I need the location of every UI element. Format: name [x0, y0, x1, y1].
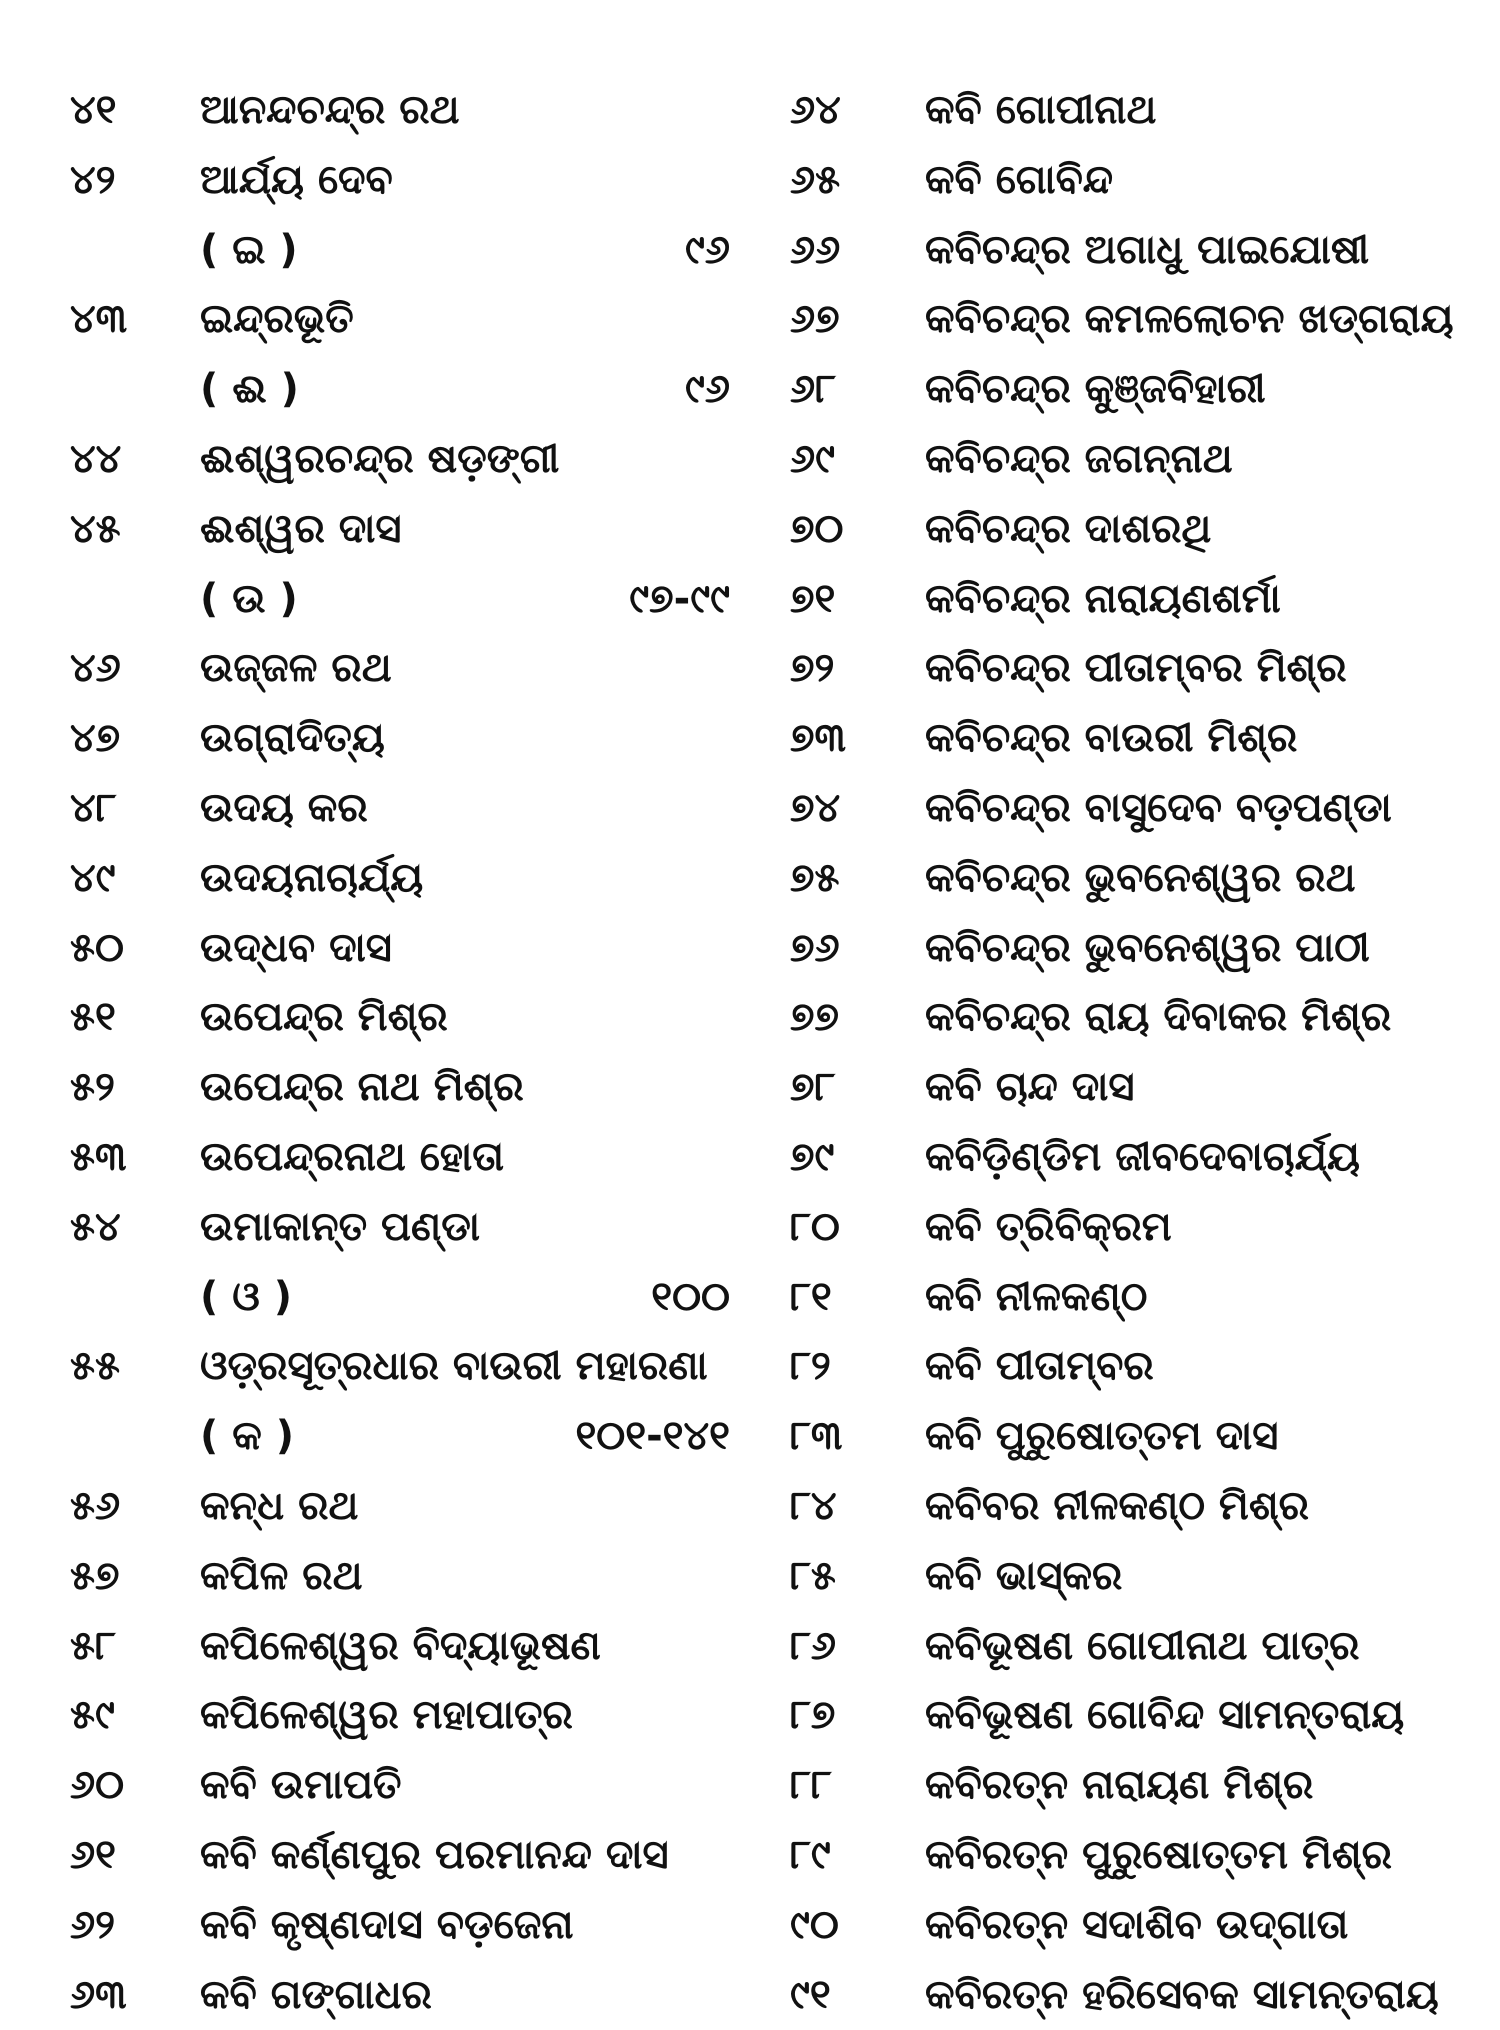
- entry-number: ୮୦: [790, 1203, 840, 1250]
- entry-number: ୫୮: [70, 1622, 116, 1669]
- entry-name: ଈଶ୍ୱରଚନ୍ଦ୍ର ଷଡ଼ଙ୍ଗୀ: [200, 435, 560, 482]
- entry-number: ୮୧: [790, 1273, 832, 1320]
- entry-name: କବିଚନ୍ଦ୍ର ବାଉରୀ ମିଶ୍ର: [925, 715, 1298, 762]
- entry-number: ୬୮: [790, 366, 836, 413]
- entry-number: ୬୦: [70, 1762, 125, 1809]
- entry-name: କବି କର୍ଣ୍ଣପୁର ପରମାନନ୍ଦ ଦାସ: [200, 1831, 669, 1878]
- entry-name: କବିଚନ୍ଦ୍ର ଅଗାଧୁ ପାଇଯୋଷୀ: [925, 226, 1370, 273]
- index-entry: [790, 774, 1490, 844]
- entry-number: ୫୨: [70, 1064, 115, 1111]
- entry-name: ଉମାକାନ୍ତ ପଣ୍ଡା: [200, 1203, 480, 1250]
- entry-number: ୬୯: [790, 435, 835, 482]
- entry-name: କବିଚନ୍ଦ୍ର ଦାଶରଥି: [925, 505, 1212, 552]
- entry-name: କବିଡ଼ିଣ୍ଡିମ ଜୀବଦେବାଚାର୍ଯ୍ୟ: [925, 1133, 1361, 1180]
- entry-name: ଈଶ୍ୱର ଦାସ: [200, 505, 402, 552]
- entry-number: ୪୭: [70, 715, 121, 762]
- entry-name: କବିଚନ୍ଦ୍ର ପୀତାମ୍ବର ମିଶ୍ର: [925, 645, 1347, 692]
- entry-number: ୭୯: [790, 1133, 835, 1180]
- index-entry: [790, 914, 1490, 984]
- entry-number: ୪୯: [70, 854, 116, 901]
- entry-number: ୮୨: [790, 1343, 831, 1390]
- entry-number: ୬୧: [70, 1831, 116, 1878]
- entry-name: ଆନନ୍ଦଚନ୍ଦ୍ର ରଥ: [200, 87, 460, 133]
- index-entry: [70, 634, 730, 704]
- entry-name: ଉପେନ୍ଦ୍ର ମିଶ୍ର: [200, 994, 448, 1041]
- entry-number: ୫୪: [70, 1203, 121, 1250]
- entry-name: ଉଦ୍ଧବ ଦାସ: [200, 924, 392, 971]
- entry-name: ଉଜ୍ଜଳ ରଥ: [200, 645, 392, 692]
- entry-name: ଓଡ଼୍ରସୂତ୍ରଧାର ବାଉରୀ ମହାରଣା: [200, 1343, 708, 1390]
- entry-number: ୮୭: [790, 1692, 836, 1739]
- entry-number: ୫୭: [70, 1552, 120, 1599]
- entry-number: ୪୩: [70, 296, 128, 343]
- index-entry: [70, 495, 730, 565]
- section-page-range: ୯୬: [685, 226, 730, 273]
- index-entry: [70, 704, 730, 774]
- index-entry: [70, 1961, 730, 2030]
- entry-number: ୮୩: [790, 1413, 843, 1460]
- index-entry: [70, 774, 730, 844]
- index-entry: [790, 983, 1490, 1053]
- entry-number: ୯୧: [790, 1971, 831, 2018]
- entry-name: କବିବର ନୀଳକଣ୍ଠ ମିଶ୍ର: [925, 1482, 1309, 1529]
- entry-name: କବିରତ୍ନ ନାରାୟଣ ମିଶ୍ର: [925, 1762, 1314, 1809]
- entry-name: କନ୍ଧ ରଥ: [200, 1482, 359, 1529]
- index-entry: [790, 425, 1490, 495]
- entry-number: ୫୦: [70, 924, 124, 971]
- index-entry: [790, 1542, 1490, 1612]
- entry-number: ୮୯: [790, 1831, 831, 1878]
- index-entry: [70, 914, 730, 984]
- index-entry: [70, 1542, 730, 1612]
- index-entry: [70, 983, 730, 1053]
- entry-name: କବି ଗୋବିନ୍ଦ: [925, 156, 1114, 203]
- entry-name: କବି ଉମାପତି: [200, 1762, 402, 1809]
- index-entry: [790, 1681, 1490, 1751]
- section-letter: ( ଈ ): [200, 366, 299, 413]
- entry-number: ୬୭: [790, 296, 840, 343]
- index-right-column: [790, 76, 1490, 2030]
- index-entry: [70, 1472, 730, 1542]
- entry-name: କବିଚନ୍ଦ୍ର ଜଗନ୍ନାଥ: [925, 435, 1233, 482]
- entry-number: ୮୮: [790, 1762, 832, 1809]
- section-letter: ( ଇ ): [200, 226, 298, 273]
- entry-number: ୭୩: [790, 715, 846, 762]
- index-entry: [70, 425, 730, 495]
- index-entry: [70, 844, 730, 914]
- entry-name: ଆର୍ଯ୍ୟ ଦେବ: [200, 156, 393, 203]
- entry-name: ଉଗ୍ରାଦିତ୍ୟ: [200, 715, 385, 762]
- entry-name: କପିଳ ରଥ: [200, 1552, 363, 1599]
- index-entry: [70, 1332, 730, 1402]
- index-entry: [70, 1891, 730, 1961]
- entry-number: ୭୬: [790, 924, 840, 971]
- entry-name: କବିଚନ୍ଦ୍ର ନାରାୟଣଶର୍ମା: [925, 575, 1281, 622]
- entry-name: କବି କୃଷ୍ଣଦାସ ବଡ଼ଜେନା: [200, 1901, 574, 1948]
- index-entry: [790, 1123, 1490, 1193]
- entry-number: ୫୩: [70, 1133, 127, 1180]
- entry-number: ୭୮: [790, 1064, 836, 1111]
- index-entry: [790, 1961, 1490, 2030]
- section-page-range: ୯୬: [685, 366, 730, 413]
- index-entry: [790, 634, 1490, 704]
- section-header-row: [70, 216, 730, 286]
- entry-number: ୮୬: [790, 1622, 836, 1669]
- entry-number: ୭୨: [790, 645, 835, 692]
- entry-number: ୮୪: [790, 1482, 837, 1529]
- index-entry: [790, 1472, 1490, 1542]
- index-left-column: [70, 76, 730, 2030]
- entry-number: ୮୫: [790, 1552, 836, 1599]
- entry-name: ଉପେନ୍ଦ୍ରନାଥ ହୋତା: [200, 1133, 505, 1180]
- index-entry: [70, 285, 730, 355]
- entry-number: ୫୬: [70, 1482, 121, 1529]
- entry-name: କବି ଭାସ୍କର: [925, 1552, 1123, 1599]
- entry-number: ୪୬: [70, 645, 121, 692]
- section-letter: ( ଓ ): [200, 1273, 292, 1320]
- entry-number: ୬୬: [790, 226, 841, 273]
- index-entry: [790, 1751, 1490, 1821]
- index-entry: [790, 1891, 1490, 1961]
- entry-number: ୭୦: [790, 505, 844, 552]
- section-page-range: ୧୦୧-୧୪୧: [575, 1413, 730, 1460]
- entry-number: ୬୨: [70, 1901, 116, 1948]
- index-entry: [70, 1193, 730, 1263]
- entry-number: ୪୫: [70, 505, 121, 552]
- index-entry: [790, 1193, 1490, 1263]
- entry-number: ୬୩: [70, 1971, 127, 2018]
- entry-name: କବି ଗଙ୍ଗାଧର: [200, 1971, 432, 2018]
- index-entry: [790, 495, 1490, 565]
- index-entry: [70, 1123, 730, 1193]
- entry-number: ୯୦: [790, 1901, 839, 1948]
- index-entry: [790, 355, 1490, 425]
- entry-name: କବିରତ୍ନ ପୁରୁଷୋତ୍ତମ ମିଶ୍ର: [925, 1831, 1392, 1878]
- index-entry: [70, 1053, 730, 1123]
- entry-name: ଇନ୍ଦ୍ରଭୂତି: [200, 296, 354, 343]
- section-letter: ( ଉ ): [200, 575, 298, 622]
- section-header-row: [70, 355, 730, 425]
- section-header-row: [70, 1402, 730, 1472]
- entry-name: କବି ପୀତାମ୍ବର: [925, 1343, 1154, 1390]
- index-entry: [790, 1053, 1490, 1123]
- section-letter: ( କ ): [200, 1413, 294, 1460]
- index-entry: [70, 76, 730, 146]
- entry-name: ଉଦୟ କର: [200, 784, 368, 831]
- entry-number: ୪୮: [70, 784, 117, 831]
- entry-number: ୪୧: [70, 87, 117, 133]
- index-entry: [70, 1681, 730, 1751]
- entry-name: କବିଚନ୍ଦ୍ର ଭୁବନେଶ୍ୱର ରଥ: [925, 854, 1356, 901]
- entry-name: କବି ଚାନ୍ଦ ଦାସ: [925, 1064, 1135, 1111]
- index-entry: [790, 1402, 1490, 1472]
- entry-number: ୫୯: [70, 1692, 115, 1739]
- index-entry: [790, 216, 1490, 286]
- index-entry: [790, 146, 1490, 216]
- index-entry: [70, 1612, 730, 1682]
- entry-name: କପିଳେଶ୍ୱର ବିଦ୍ୟାଭୂଷଣ: [200, 1622, 601, 1669]
- section-header-row: [70, 565, 730, 635]
- index-entry: [790, 565, 1490, 635]
- entry-number: ୪୨: [70, 156, 116, 203]
- index-entry: [70, 1751, 730, 1821]
- entry-number: ୬୪: [790, 87, 841, 133]
- index-entry: [790, 844, 1490, 914]
- index-entry: [790, 285, 1490, 355]
- index-entry: [790, 1263, 1490, 1333]
- entry-name: ଉଦୟନାଚାର୍ଯ୍ୟ: [200, 854, 424, 901]
- entry-name: କବିଚନ୍ଦ୍ର କୁଞ୍ଜବିହାରୀ: [925, 366, 1266, 413]
- entry-number: ୭୭: [790, 994, 839, 1041]
- entry-number: ୪୪: [70, 435, 122, 482]
- entry-number: ୫୫: [70, 1343, 120, 1390]
- entry-name: କବି ତ୍ରିବିକ୍ରମ: [925, 1203, 1172, 1250]
- index-entry: [70, 146, 730, 216]
- entry-number: ୭୫: [790, 854, 840, 901]
- section-page-range: ୧୦୦: [651, 1273, 730, 1320]
- entry-name: କବିଚନ୍ଦ୍ର ବାସୁଦେବ ବଡ଼ପଣ୍ଡା: [925, 784, 1392, 831]
- entry-name: କବିଚନ୍ଦ୍ର କମଳଲୋଚନ ଖଡ୍ଗରାୟ: [925, 296, 1454, 343]
- entry-name: କବି ଗୋପୀନାଥ: [925, 87, 1157, 133]
- entry-name: କବିଚନ୍ଦ୍ର ଭୁବନେଶ୍ୱର ପାଠୀ: [925, 924, 1370, 971]
- entry-name: କବି ନୀଳକଣ୍ଠ: [925, 1273, 1148, 1320]
- entry-number: ୬୫: [790, 156, 841, 203]
- entry-name: କପିଳେଶ୍ୱର ମହାପାତ୍ର: [200, 1692, 573, 1739]
- entry-number: ୫୧: [70, 994, 116, 1041]
- entry-name: କବିଭୂଷଣ ଗୋପୀନାଥ ପାତ୍ର: [925, 1622, 1360, 1669]
- section-page-range: ୯୭-୯୯: [629, 575, 730, 622]
- entry-name: କବିଭୂଷଣ ଗୋବିନ୍ଦ ସାମନ୍ତରାୟ: [925, 1692, 1405, 1739]
- entry-name: ଉପେନ୍ଦ୍ର ନାଥ ମିଶ୍ର: [200, 1064, 524, 1111]
- entry-name: କବିରତ୍ନ ସଦାଶିବ ଉଦ୍‌ଗାତା: [925, 1901, 1349, 1948]
- entry-number: ୭୧: [790, 575, 836, 622]
- section-header-row: [70, 1263, 730, 1333]
- entry-name: କବି ପୁରୁଷୋତ୍ତମ ଦାସ: [925, 1413, 1279, 1460]
- index-entry: [790, 1332, 1490, 1402]
- entry-number: ୭୪: [790, 784, 841, 831]
- index-entry: [790, 704, 1490, 774]
- index-entry: [70, 1821, 730, 1891]
- index-entry: [790, 1612, 1490, 1682]
- index-entry: [790, 76, 1490, 146]
- entry-name: କବିରତ୍ନ ହରିସେବକ ସାମନ୍ତରାୟ: [925, 1971, 1439, 2018]
- index-entry: [790, 1821, 1490, 1891]
- entry-name: କବିଚନ୍ଦ୍ର ରାୟ ଦିବାକର ମିଶ୍ର: [925, 994, 1392, 1041]
